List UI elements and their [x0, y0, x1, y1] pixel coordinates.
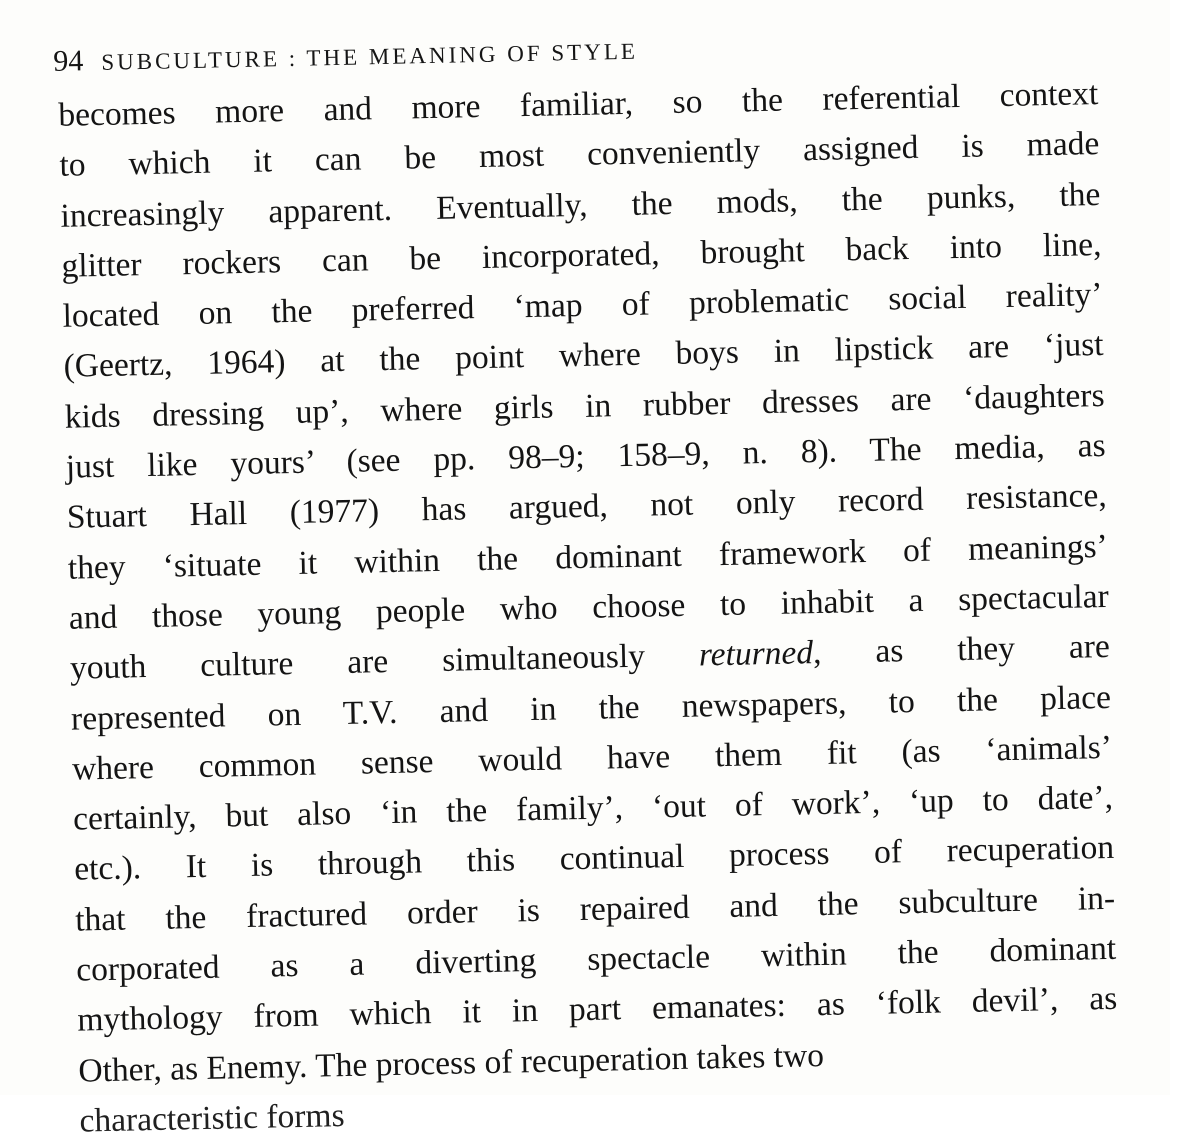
page-header	[53, 33, 638, 85]
text-line-9: Stuart Hall (1977) has argued, not only record resistance,	[66, 477, 1108, 537]
text-line-cut-off: characteristic forms	[79, 1096, 345, 1140]
text-line-12-start: youth culture are simultaneously	[69, 637, 646, 687]
text-line-17: that the fractured order is repaired and the subculture in-	[74, 879, 1116, 939]
text-line-3: increasingly apparent. Eventually, the mods, the punks, the	[60, 175, 1101, 235]
text-line-4: glitter rockers can be incorporated, brought back into line,	[61, 225, 1102, 285]
running-head: SUBCULTURE : THE MEANING OF STYLE	[101, 38, 639, 75]
body-paragraph	[58, 69, 1119, 1140]
text-line-14: where common sense would have them fit (as ‘animals’	[71, 728, 1113, 788]
text-line-16: etc.). It is through this continual process of recuperation	[73, 829, 1115, 889]
text-line-1: becomes more and more familiar, so the referential context	[58, 75, 1099, 134]
text-line-18: corporated as a diverting spectacle within the dominant	[75, 929, 1117, 989]
text-line-8: just like yours’ (see pp. 98–9; 158–9, n. 8). The media, as	[65, 427, 1106, 486]
text-line-2: to which it can be most conveniently assigned is made	[59, 125, 1100, 185]
text-line-6: (Geertz, 1964) at the point where boys in lipstick are ‘just	[63, 326, 1104, 386]
text-line-11: and those young people who choose to inhabit a spectacular	[68, 577, 1110, 637]
text-line-5: located on the preferred ‘map of problematic social reality’	[62, 276, 1103, 335]
text-line-19: mythology from which it in part emanates: as ‘folk devil’, as	[77, 980, 1118, 1039]
text-line-20: Other, as Enemy. The process of recuperation takes two	[78, 1036, 825, 1090]
text-line-7: kids dressing up’, where girls in rubber dresses are ‘daughters	[64, 376, 1105, 436]
text-line-10: they ‘situate it within the dominant framework of meanings’	[67, 527, 1109, 587]
page-number: 94	[52, 44, 84, 78]
text-line-15: certainly, but also ‘in the family’, ‘out of work’, ‘up to date’,	[72, 779, 1114, 838]
text-line-12-end: , as they are	[812, 628, 1111, 672]
italic-returned: returned	[698, 634, 814, 674]
text-line-13: represented on T.V. and in the newspapers, to the place	[70, 678, 1112, 738]
